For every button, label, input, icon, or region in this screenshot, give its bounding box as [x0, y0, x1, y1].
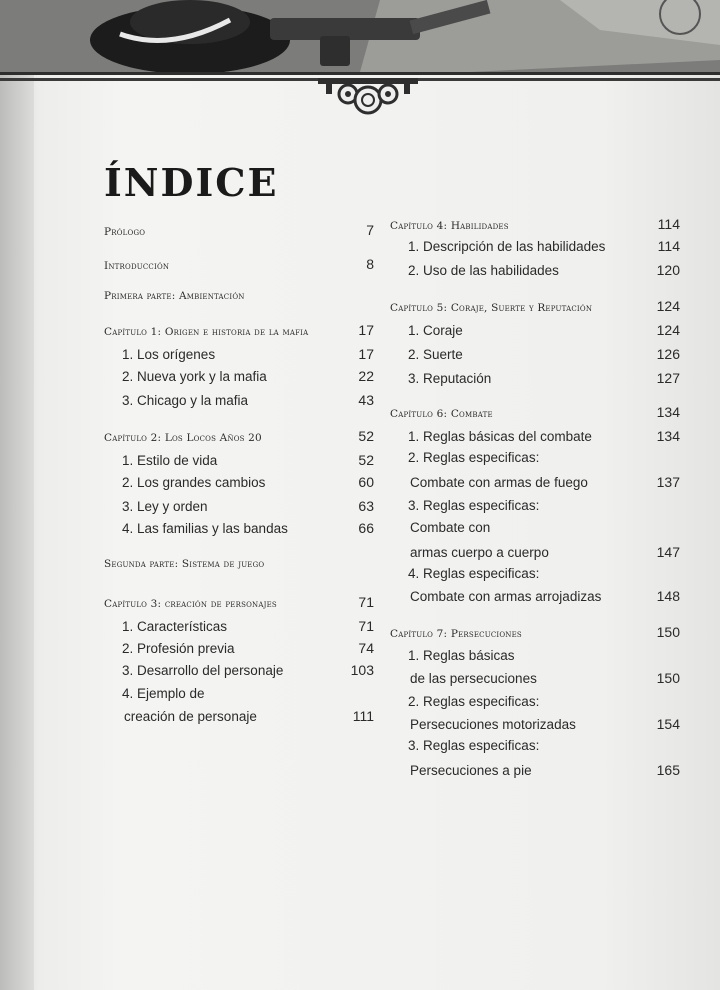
- toc-page-number: 22: [358, 368, 374, 384]
- toc-entry-title: 1. Reglas básicas del combate: [408, 429, 592, 444]
- toc-entry: [104, 618, 374, 640]
- toc-entry: [390, 694, 680, 716]
- toc-page-number: 7: [366, 222, 374, 238]
- toc-page-number: 124: [656, 322, 680, 338]
- toc-entry-title: Persecuciones motorizadas: [410, 717, 576, 732]
- toc-entry-title: Capítulo 4: Habilidades: [390, 220, 509, 232]
- toc-chapter-entry: [104, 428, 374, 450]
- toc-entry-title: Combate con armas arrojadizas: [410, 589, 602, 604]
- toc-page-number: 120: [656, 262, 680, 278]
- toc-entry: [104, 520, 374, 542]
- toc-page-number: 134: [656, 428, 680, 444]
- toc-entry: [390, 762, 680, 784]
- toc-entry-title: 4. Las familias y las bandas: [122, 521, 288, 536]
- toc-page-number: 52: [358, 428, 374, 444]
- toc-entry-title: 2. Reglas especificas:: [408, 450, 540, 465]
- toc-entry-title: 2. Nueva york y la mafia: [122, 369, 267, 384]
- toc-page-number: 150: [656, 624, 680, 640]
- toc-page-number: 150: [656, 670, 680, 686]
- toc-entry: [390, 520, 680, 542]
- toc-page-number: 74: [358, 640, 374, 656]
- toc-page-number: 134: [656, 404, 680, 420]
- toc-entry-title: 3. Reglas especificas:: [408, 498, 540, 513]
- toc-entry-title: 1. Descripción de las habilidades: [408, 239, 606, 254]
- toc-page-number: 165: [656, 762, 680, 778]
- toc-page-number: 124: [656, 298, 680, 314]
- toc-entry-title: armas cuerpo a cuerpo: [410, 545, 549, 560]
- toc-entry-title: Capítulo 6: Combate: [390, 408, 493, 420]
- toc-chapter-entry: [390, 624, 680, 646]
- toc-page-number: 8: [366, 256, 374, 272]
- toc-chapter-entry: [390, 298, 680, 320]
- toc-entry: [104, 640, 374, 662]
- toc-entry-title: de las persecuciones: [410, 671, 537, 686]
- toc-entry: [390, 648, 680, 670]
- toc-entry: [390, 738, 680, 760]
- toc-entry: [104, 368, 374, 390]
- toc-page-number: 111: [352, 708, 374, 724]
- toc-entry: [104, 708, 374, 730]
- toc-entry-title: Capítulo 7: Persecuciones: [390, 628, 522, 640]
- toc-page-number: 63: [358, 498, 374, 514]
- toc-chapter-entry: [104, 558, 374, 580]
- page-title: ÍNDICE: [104, 160, 279, 205]
- toc-entry-title: Combate con armas de fuego: [410, 475, 588, 490]
- toc-chapter-entry: [104, 222, 374, 244]
- toc-entry: [104, 662, 374, 684]
- toc-entry: [390, 498, 680, 520]
- toc-entry-title: Combate con: [410, 520, 491, 535]
- toc-entry-title: 3. Reputación: [408, 371, 492, 386]
- toc-page-number: 114: [657, 216, 680, 232]
- toc-entry-title: Primera parte: Ambientación: [104, 290, 245, 302]
- toc-entry-title: 3. Ley y orden: [122, 499, 208, 514]
- toc-entry-title: 2. Reglas especificas:: [408, 694, 540, 709]
- book-spine: [0, 75, 34, 990]
- toc-entry: [104, 346, 374, 368]
- toc-page-number: 66: [358, 520, 374, 536]
- toc-entry: [104, 452, 374, 474]
- toc-entry-title: Capítulo 2: Los Locos Años 20: [104, 432, 262, 444]
- toc-entry-title: 1. Coraje: [408, 323, 463, 338]
- toc-entry-title: 1. Reglas básicas: [408, 648, 515, 663]
- toc-entry: [390, 566, 680, 588]
- toc-page-number: 71: [358, 618, 374, 634]
- toc-entry-title: 3. Desarrollo del personaje: [122, 663, 284, 678]
- toc-entry-title: 4. Reglas especificas:: [408, 566, 540, 581]
- toc-entry: [104, 498, 374, 520]
- toc-page-number: 127: [656, 370, 680, 386]
- toc-entry-title: 1. Los orígenes: [122, 347, 216, 362]
- toc-entry: [390, 346, 680, 368]
- toc-chapter-entry: [104, 594, 374, 616]
- toc-entry-title: 4. Ejemplo de: [122, 686, 205, 701]
- toc-page-number: 17: [358, 322, 374, 338]
- toc-entry-title: 3. Chicago y la mafia: [122, 393, 249, 408]
- toc-entry: [390, 322, 680, 344]
- toc-entry-title: 3. Reglas especificas:: [408, 738, 540, 753]
- toc-page-number: 43: [358, 392, 374, 408]
- toc-entry: [390, 370, 680, 392]
- toc-entry-title: Prólogo: [104, 226, 146, 238]
- toc-page-number: 103: [350, 662, 374, 678]
- toc-entry: [390, 716, 680, 738]
- toc-page-number: 147: [656, 544, 680, 560]
- toc-entry: [390, 238, 680, 260]
- toc-entry-title: Introducción: [104, 260, 170, 272]
- toc-entry-title: 2. Los grandes cambios: [122, 475, 266, 490]
- toc-page-number: 148: [656, 588, 680, 604]
- toc-page-number: 17: [358, 346, 374, 362]
- toc-entry-title: 2. Profesión previa: [122, 641, 235, 656]
- toc-entry: [390, 544, 680, 566]
- toc-entry: [104, 474, 374, 496]
- toc-entry-title: Capítulo 1: Origen e historia de la mafia: [104, 326, 309, 338]
- toc-page-number: 126: [656, 346, 680, 362]
- header-illustration: [0, 0, 720, 75]
- toc-entry-title: Capítulo 5: Coraje, Suerte y Reputación: [390, 302, 593, 314]
- toc-chapter-entry: [390, 404, 680, 426]
- toc-entry-title: Capítulo 3: creación de personajes: [104, 598, 277, 610]
- toc-entry: [104, 392, 374, 414]
- toc-entry: [390, 588, 680, 610]
- toc-page-number: 60: [358, 474, 374, 490]
- toc-entry-title: creación de personaje: [124, 709, 257, 724]
- toc-chapter-entry: [104, 290, 374, 312]
- toc-entry: [390, 474, 680, 496]
- toc-page-number: 114: [657, 238, 680, 254]
- toc-entry-title: 2. Uso de las habilidades: [408, 263, 559, 278]
- toc-page-number: 52: [358, 452, 374, 468]
- toc-entry-title: 2. Suerte: [408, 347, 463, 362]
- toc-entry-title: Segunda parte: Sistema de juego: [104, 558, 265, 570]
- toc-entry: [390, 670, 680, 692]
- toc-entry-title: 1. Estilo de vida: [122, 453, 218, 468]
- toc-page-number: 137: [656, 474, 680, 490]
- toc-entry-title: 1. Características: [122, 619, 228, 634]
- toc-page-number: 71: [358, 594, 374, 610]
- toc-chapter-entry: [390, 216, 680, 238]
- toc-page-number: 154: [656, 716, 680, 732]
- toc-entry: [390, 428, 680, 450]
- toc-entry-title: Persecuciones a pie: [410, 763, 532, 778]
- art-deco-ornament-icon: [318, 78, 418, 120]
- toc-entry: [104, 686, 374, 708]
- toc-chapter-entry: [104, 322, 374, 344]
- toc-chapter-entry: [104, 256, 374, 278]
- toc-entry: [390, 262, 680, 284]
- toc-entry: [390, 450, 680, 472]
